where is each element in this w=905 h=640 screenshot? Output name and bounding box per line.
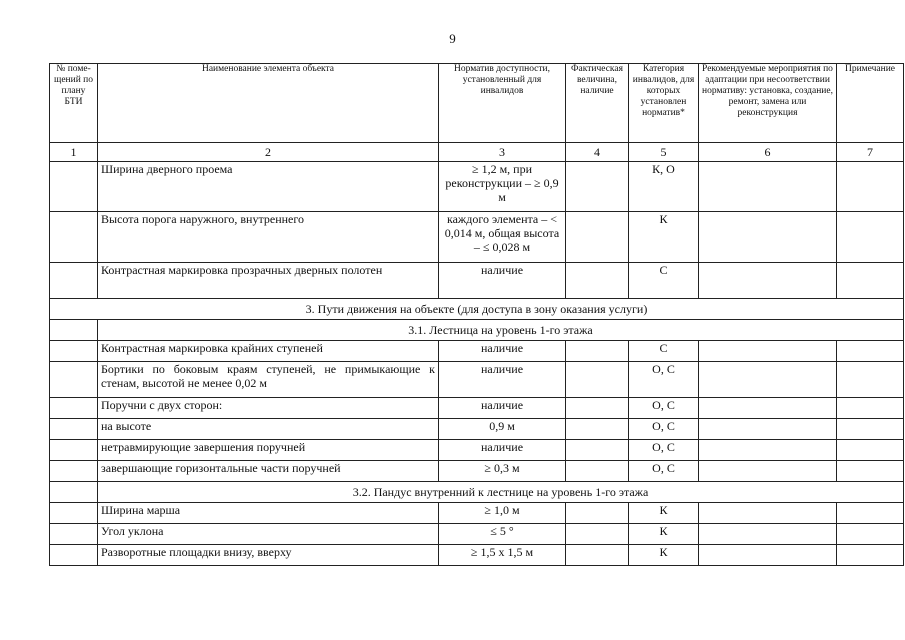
element-name-cell: Контрастная маркировка прозрачных дверных полотен xyxy=(98,263,439,299)
header-category: Категория инвалидов, для которых установлен норматив* xyxy=(629,64,699,143)
actual-cell xyxy=(566,503,629,524)
table-row xyxy=(50,212,904,263)
column-number: 4 xyxy=(566,143,629,162)
note-cell xyxy=(837,461,904,482)
norm-cell: ≥ 1,5 х 1,5 м xyxy=(439,545,566,566)
norm-cell: наличие xyxy=(439,341,566,362)
room-cell xyxy=(50,263,98,299)
category-cell: К xyxy=(629,503,699,524)
category-cell: К xyxy=(629,212,699,263)
table-row xyxy=(50,503,904,524)
category-cell: К, О xyxy=(629,162,699,212)
category-cell: К xyxy=(629,545,699,566)
element-name-cell: на высоте xyxy=(98,419,439,440)
norm-cell: ≥ 0,3 м xyxy=(439,461,566,482)
note-cell xyxy=(837,362,904,398)
measures-cell xyxy=(699,263,837,299)
element-name-cell: Контрастная маркировка крайних ступеней xyxy=(98,341,439,362)
table-row xyxy=(50,341,904,362)
table-row xyxy=(50,461,904,482)
room-cell xyxy=(50,524,98,545)
room-cell xyxy=(50,320,98,341)
category-cell: О, С xyxy=(629,440,699,461)
accessibility-table xyxy=(49,63,904,566)
actual-cell xyxy=(566,341,629,362)
header-note: Примечание xyxy=(837,64,904,143)
norm-cell: наличие xyxy=(439,362,566,398)
section-title: 3. Пути движения на объекте (для доступа в зону оказания услуги) xyxy=(50,299,904,320)
measures-cell xyxy=(699,461,837,482)
column-number: 2 xyxy=(98,143,439,162)
measures-cell xyxy=(699,440,837,461)
header-actual: Фактическая величина, наличие xyxy=(566,64,629,143)
category-cell: О, С xyxy=(629,419,699,440)
element-name-cell: нетравмирующие завершения поручней xyxy=(98,440,439,461)
category-cell: О, С xyxy=(629,362,699,398)
table-row xyxy=(50,162,904,212)
column-number: 6 xyxy=(699,143,837,162)
measures-cell xyxy=(699,503,837,524)
page-number: 9 xyxy=(449,31,456,46)
room-cell xyxy=(50,440,98,461)
element-name-cell: Поручни с двух сторон: xyxy=(98,398,439,419)
norm-cell: ≥ 1,2 м, при реконструкции – ≥ 0,9 м xyxy=(439,162,566,212)
measures-cell xyxy=(699,524,837,545)
section-row xyxy=(50,299,904,320)
room-cell xyxy=(50,398,98,419)
subsection-title: 3.2. Пандус внутренний к лестнице на уровень 1-го этажа xyxy=(98,482,904,503)
actual-cell xyxy=(566,545,629,566)
norm-cell: ≥ 1,0 м xyxy=(439,503,566,524)
table-row xyxy=(50,545,904,566)
actual-cell xyxy=(566,212,629,263)
measures-cell xyxy=(699,212,837,263)
measures-cell xyxy=(699,419,837,440)
subsection-row xyxy=(50,482,904,503)
category-cell: С xyxy=(629,341,699,362)
measures-cell xyxy=(699,545,837,566)
table-row xyxy=(50,440,904,461)
room-cell xyxy=(50,212,98,263)
actual-cell xyxy=(566,362,629,398)
room-cell xyxy=(50,419,98,440)
element-name-cell: Ширина дверного проема xyxy=(98,162,439,212)
note-cell xyxy=(837,341,904,362)
category-cell: О, С xyxy=(629,398,699,419)
note-cell xyxy=(837,419,904,440)
note-cell xyxy=(837,162,904,212)
actual-cell xyxy=(566,419,629,440)
note-cell xyxy=(837,503,904,524)
element-name-cell: Высота порога наружного, внутреннего xyxy=(98,212,439,263)
category-cell: С xyxy=(629,263,699,299)
norm-cell: наличие xyxy=(439,263,566,299)
norm-cell: наличие xyxy=(439,398,566,419)
room-cell xyxy=(50,162,98,212)
note-cell xyxy=(837,212,904,263)
measures-cell xyxy=(699,362,837,398)
header-norm: Норматив доступности, установленный для инвалидов xyxy=(439,64,566,143)
element-name-cell: Разворотные площадки внизу, вверху xyxy=(98,545,439,566)
actual-cell xyxy=(566,162,629,212)
element-name-cell: завершающие горизонтальные части поручней xyxy=(98,461,439,482)
column-number: 3 xyxy=(439,143,566,162)
measures-cell xyxy=(699,162,837,212)
category-cell: О, С xyxy=(629,461,699,482)
table-row xyxy=(50,263,904,299)
room-cell xyxy=(50,503,98,524)
column-number: 7 xyxy=(837,143,904,162)
actual-cell xyxy=(566,524,629,545)
note-cell xyxy=(837,263,904,299)
actual-cell xyxy=(566,263,629,299)
room-cell xyxy=(50,461,98,482)
room-cell xyxy=(50,341,98,362)
norm-cell: каждого элемента – < 0,014 м, общая высота – ≤ 0,028 м xyxy=(439,212,566,263)
table-row xyxy=(50,398,904,419)
note-cell xyxy=(837,398,904,419)
header-room-number: № поме-щений по плану БТИ xyxy=(50,64,98,143)
actual-cell xyxy=(566,461,629,482)
room-cell xyxy=(50,362,98,398)
table-row xyxy=(50,362,904,398)
element-name-cell: Угол уклона xyxy=(98,524,439,545)
table-row xyxy=(50,419,904,440)
note-cell xyxy=(837,440,904,461)
subsection-row xyxy=(50,320,904,341)
column-number: 5 xyxy=(629,143,699,162)
norm-cell: ≤ 5 ° xyxy=(439,524,566,545)
category-cell: К xyxy=(629,524,699,545)
subsection-title: 3.1. Лестница на уровень 1-го этажа xyxy=(98,320,904,341)
measures-cell xyxy=(699,398,837,419)
table-row xyxy=(50,524,904,545)
room-cell xyxy=(50,545,98,566)
element-name-cell: Ширина марша xyxy=(98,503,439,524)
actual-cell xyxy=(566,398,629,419)
column-number: 1 xyxy=(50,143,98,162)
element-name-cell: Бортики по боковым краям ступеней, не примыкающие к стенам, высотой не менее 0,02 м xyxy=(98,362,439,398)
measures-cell xyxy=(699,341,837,362)
header-row xyxy=(50,64,904,143)
room-cell xyxy=(50,482,98,503)
note-cell xyxy=(837,545,904,566)
column-number-row xyxy=(50,143,904,162)
norm-cell: 0,9 м xyxy=(439,419,566,440)
header-measures: Рекомендуемые мероприятия по адаптации при несоответствии нормативу: установка, создание, ремонт, замена или реконструкция xyxy=(699,64,837,143)
header-element-name: Наименование элемента объекта xyxy=(98,64,439,143)
norm-cell: наличие xyxy=(439,440,566,461)
note-cell xyxy=(837,524,904,545)
actual-cell xyxy=(566,440,629,461)
